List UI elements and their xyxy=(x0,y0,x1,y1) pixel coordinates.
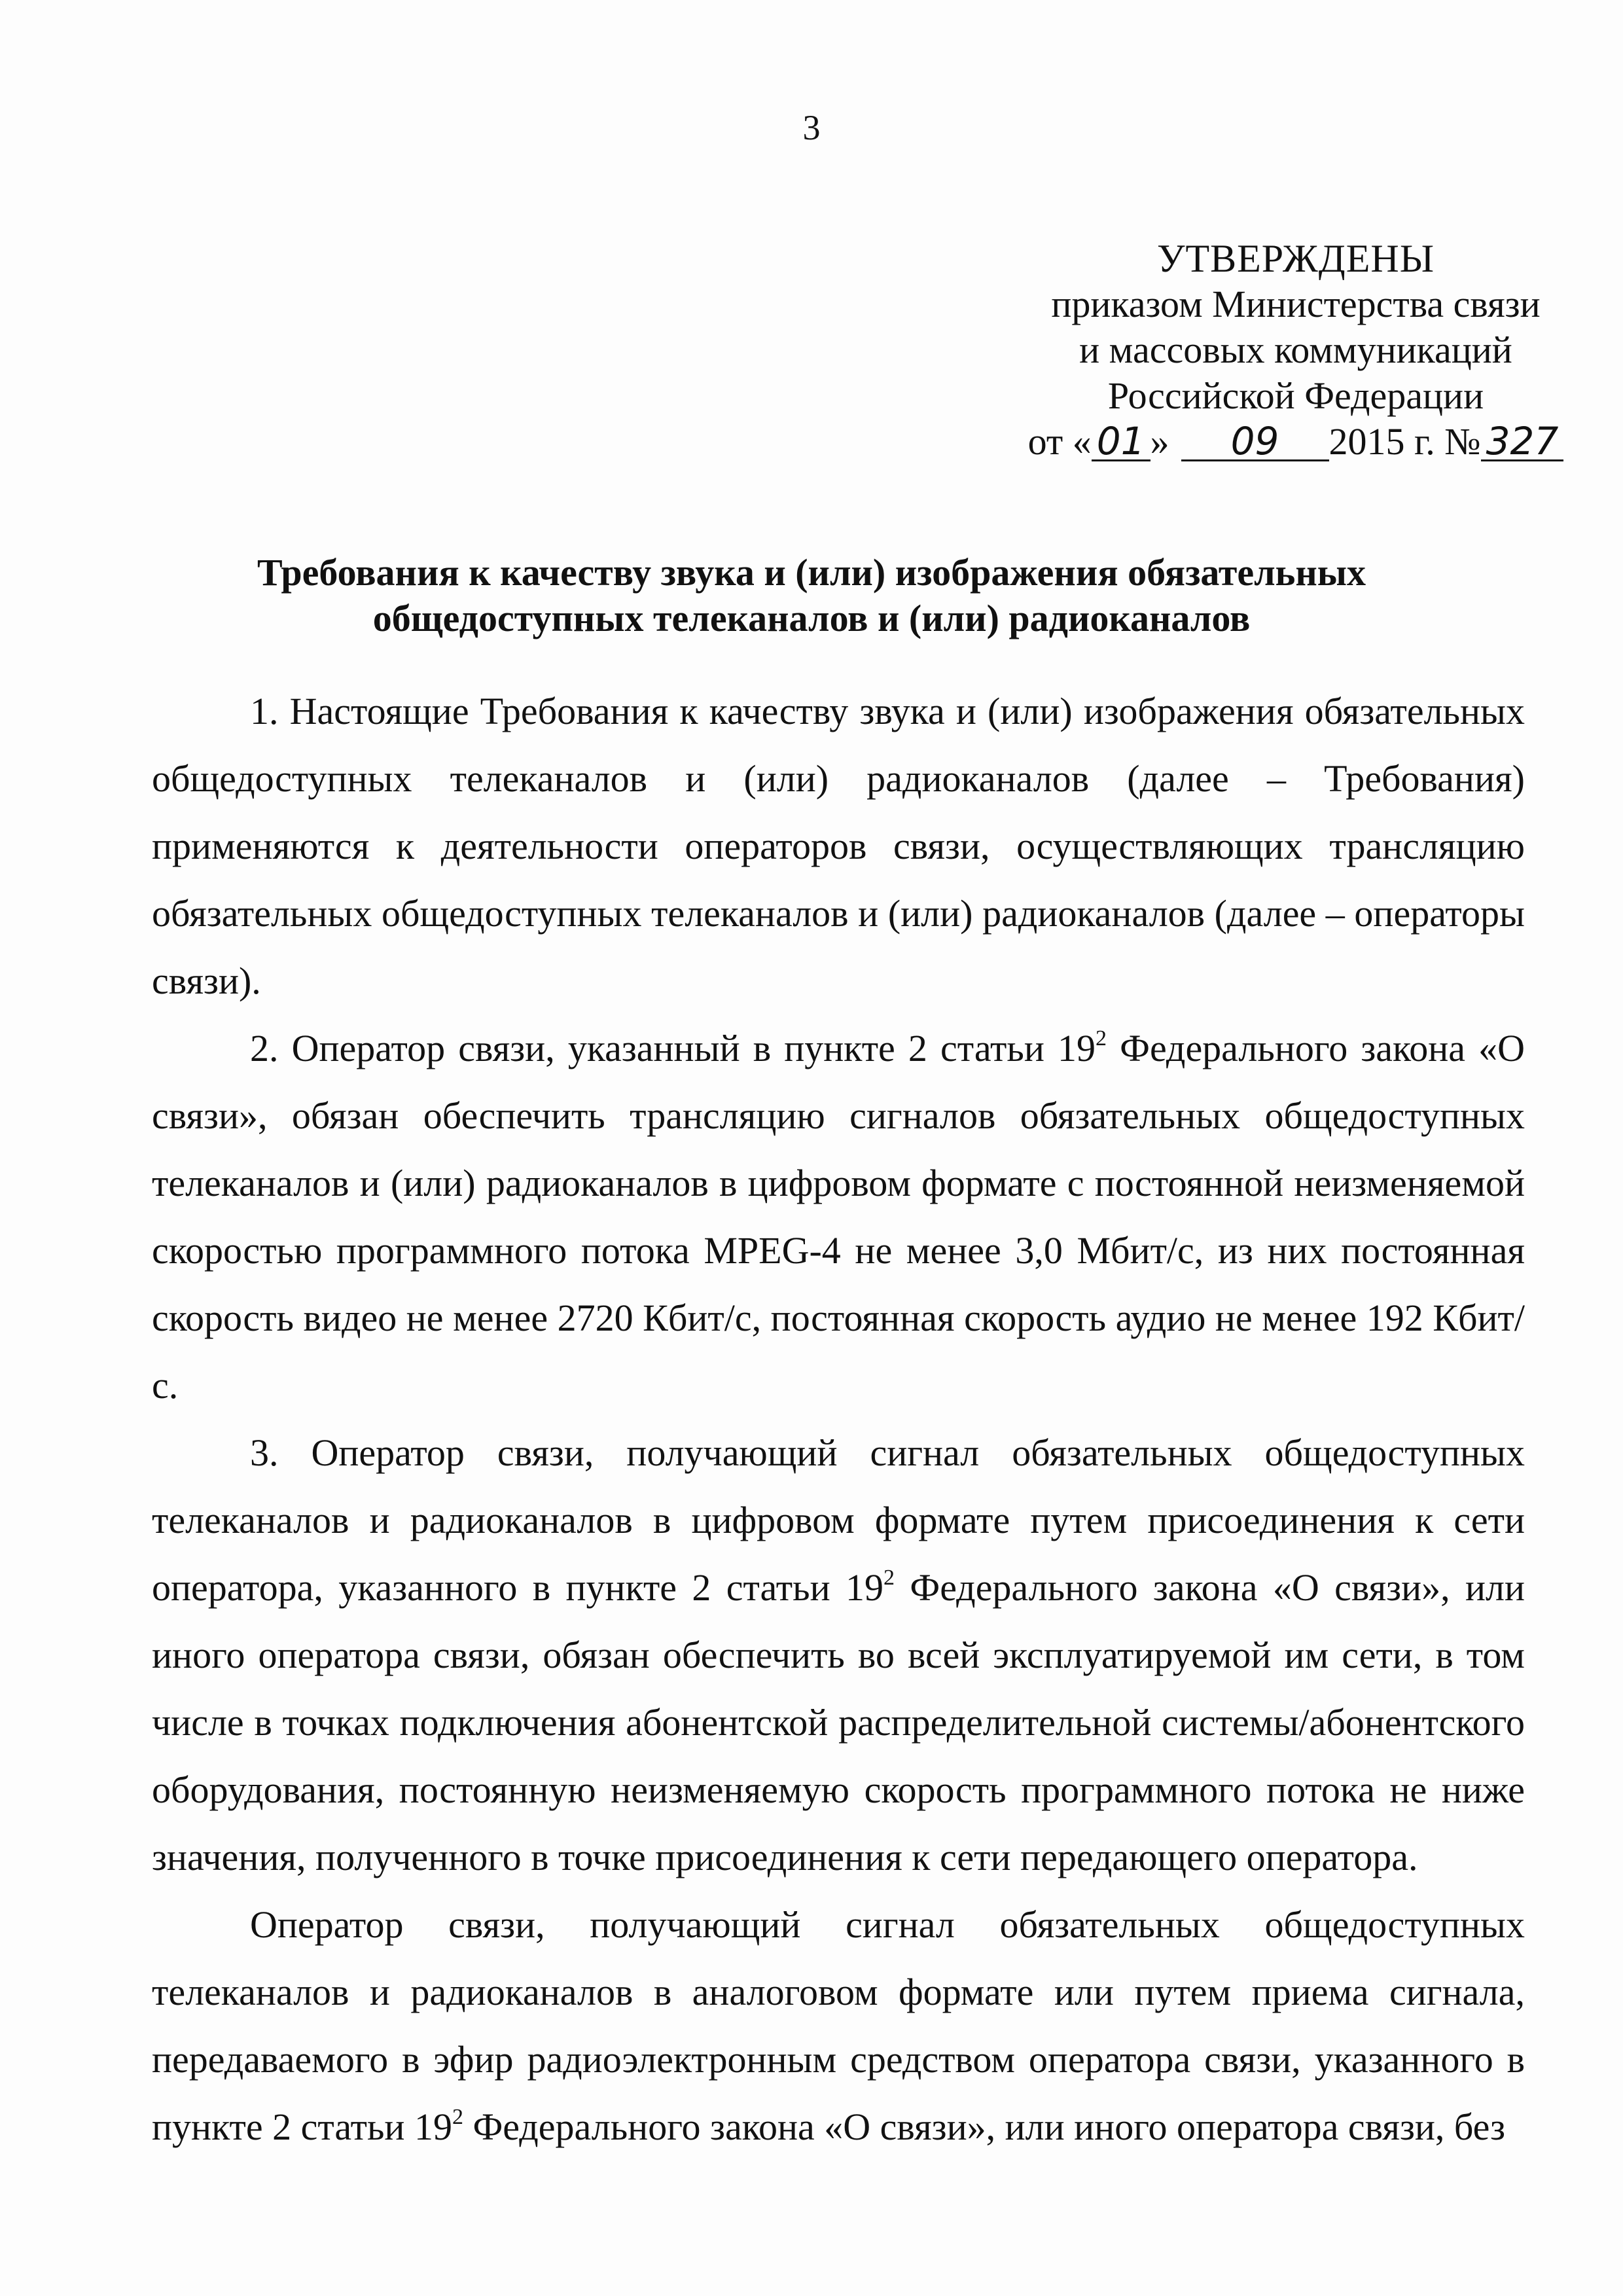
approval-date-line xyxy=(995,419,1597,465)
date-mid: » xyxy=(1150,420,1169,463)
paragraph-4-part-b: Федерального закона «О связи», или иного оператора связи, без xyxy=(463,2106,1505,2148)
paragraph-4 xyxy=(152,1891,1525,2161)
title-line-1: Требования к качеству звука и (или) изображения обязательных xyxy=(257,551,1366,594)
paragraph-2-superscript: 2 xyxy=(1096,1026,1107,1050)
document-body xyxy=(152,677,1525,2161)
paragraph-3-part-b: Федерального закона «О связи», или иного оператора связи, обязан обеспечить во всей эксплуатируемой им сети, в том числе в точках подключения абонентской распределительной системы/абонентского оборудования, постоянную неизменяемую скорость программного потока не ниже значения, полученного в точке присоединения к сети передающего оператора. xyxy=(152,1566,1525,1878)
paragraph-1: 1. Настоящие Требования к качеству звука и (или) изображения обязательных общедоступных телеканалов и (или) радиоканалов (далее – Требования) применяются к деятельности операторов связи, осуществляющих трансляцию обязательных общедоступных телеканалов и (или) радиоканалов (далее – операторы связи). xyxy=(152,690,1525,1002)
approval-stamp: УТВЕРЖДЕНЫ xyxy=(1156,237,1435,280)
title-line-2: общедоступных телеканалов и (или) радиоканалов xyxy=(372,597,1251,639)
approval-line-1: приказом Министерства связи xyxy=(1051,283,1541,325)
date-prefix: от « xyxy=(1027,420,1092,463)
paragraph-2-part-b: Федерального закона «О связи», обязан обеспечить трансляцию сигналов обязательных общедоступных телеканалов и (или) радиоканалов в цифровом формате с постоянной неизменяемой скоростью программного потока MPEG-4 не менее 3,0 Мбит/с, из них постоянная скорость видео не менее 2720 Кбит/с, постоянная скорость аудио не менее 192 Кбит/с. xyxy=(152,1027,1525,1407)
page-number: 3 xyxy=(802,108,821,147)
handwritten-day: 01 xyxy=(1092,423,1150,461)
date-year: 2015 г. № xyxy=(1329,420,1481,463)
paragraph-4-part-a: Оператор связи, получающий сигнал обязательных общедоступных телеканалов и радиоканалов в аналоговом формате или путем приема сигнала, передаваемого в эфир радиоэлектронным средством оператора связи, указанного в пункте 2 статьи 19 xyxy=(152,1903,1525,2148)
approval-line-2: и массовых коммуникаций xyxy=(1079,329,1512,371)
document-title xyxy=(151,550,1472,641)
paragraph-3 xyxy=(152,1419,1525,1891)
paragraph-2-part-a: 2. Оператор связи, указанный в пункте 2 статьи 19 xyxy=(250,1027,1096,1069)
handwritten-month: 09 xyxy=(1181,423,1329,461)
approval-line-3: Российской Федерации xyxy=(1107,374,1484,417)
approval-block xyxy=(995,236,1597,465)
paragraph-3-superscript: 2 xyxy=(883,1565,895,1590)
handwritten-order-number: 327 xyxy=(1481,423,1564,461)
paragraph-2 xyxy=(152,1014,1525,1419)
paragraph-3-part-a: 3. Оператор связи, получающий сигнал обязательных общедоступных телеканалов и радиоканалов в цифровом формате путем присоединения к сети оператора, указанного в пункте 2 статьи 19 xyxy=(152,1431,1525,1609)
paragraph-4-superscript: 2 xyxy=(452,2104,463,2129)
